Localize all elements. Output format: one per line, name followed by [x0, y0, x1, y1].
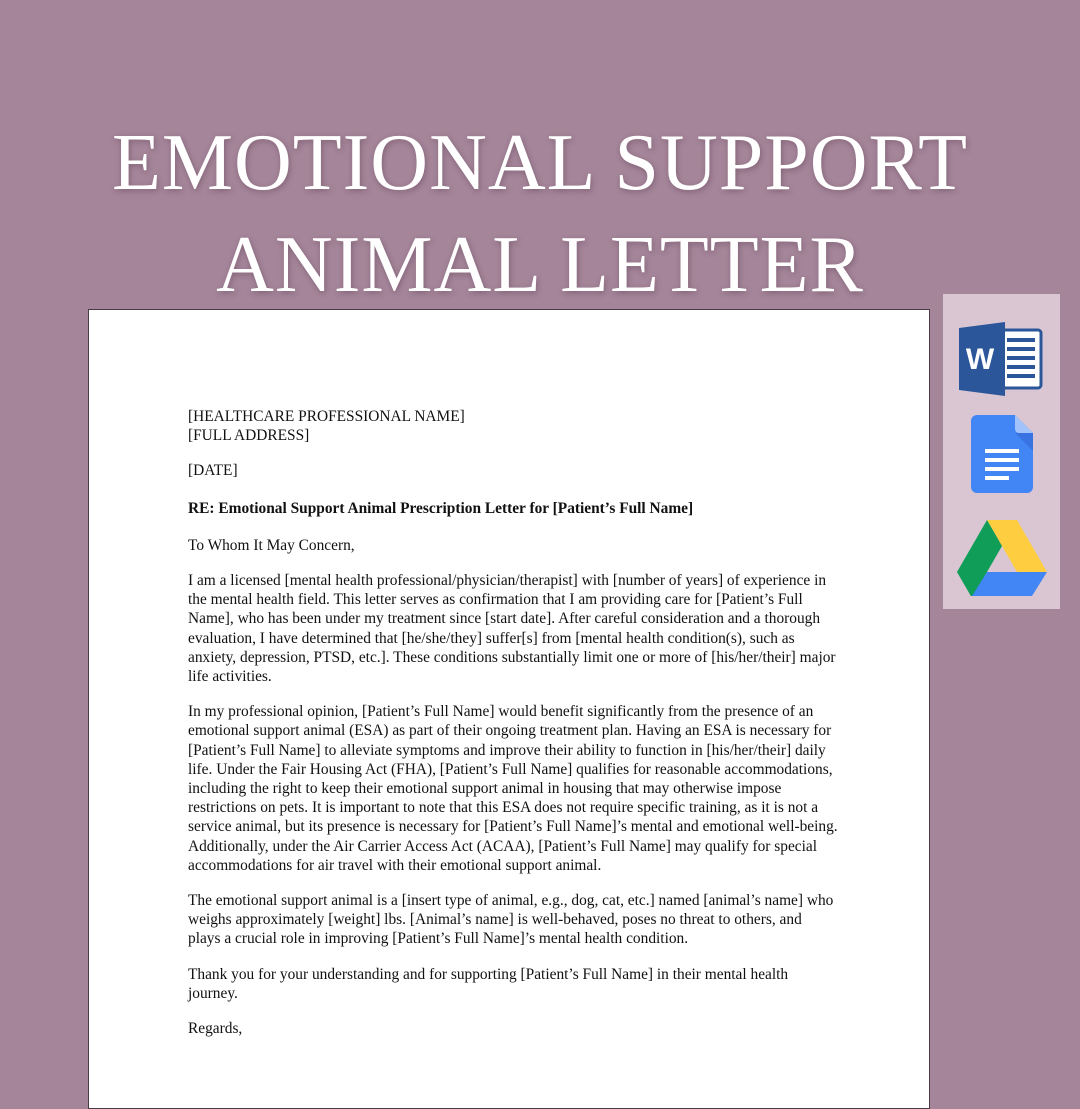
letter-document [88, 309, 930, 1109]
app-icons-panel [943, 294, 1060, 609]
google-drive-icon [957, 520, 1047, 596]
google-docs-icon [971, 415, 1033, 493]
letter-date: [DATE] [188, 462, 238, 480]
word-icon-letter: W [965, 343, 995, 376]
title-line-1: EMOTIONAL SUPPORT [112, 119, 968, 207]
letter-paragraph-2: In my professional opinion, [Patient’s Full Name] would benefit significantly from the presence of an emotional support animal (ESA) as part of their ongoing treatment plan. Having an ESA is necessary for [Patient’s Full Name] to alleviate symptoms and improve their ability to function in [his/her/their] daily life. Under the Fair Housing Act (FHA), [Patient’s Full Name] qualifies for reasonable accommodations, including the right to keep their emotional support animal in housing that may otherwise impose restrictions on pets. It is important to note that this ESA does not require specific training, as it is not a service animal, but its presence is necessary for [Patient’s Full Name]’s mental and emotional well-being. Additionally, under the Air Carrier Access Act (ACAA), [Patient’s Full Name] may qualify for special accommodations for air travel with their emotional support animal. [188, 703, 838, 874]
letter-paragraph-3: The emotional support animal is a [insert type of animal, e.g., dog, cat, etc.] named [animal’s name] who weighs approximately [weight] lbs. [Animal’s name] is well-behaved, poses no threat to others, and plays a crucial role in improving [Patient’s Full Name]’s mental health condition. [188, 892, 834, 948]
page-title [0, 112, 1080, 316]
letter-salutation: To Whom It May Concern, [188, 536, 355, 554]
microsoft-word-icon [959, 322, 1043, 396]
letter-subject: RE: Emotional Support Animal Prescription Letter for [Patient’s Full Name] [188, 499, 694, 517]
header-name: [HEALTHCARE PROFESSIONAL NAME] [188, 408, 465, 425]
letter-paragraph-4: Thank you for your understanding and for supporting [Patient’s Full Name] in their mental health journey. [188, 965, 789, 1002]
letter-paragraph-1: I am a licensed [mental health professional/physician/therapist] with [number of years] of experience in the mental health field. This letter serves as confirmation that I am providing care for [Patient’s Full Name], who has been under my treatment since [start date]. After careful consideration and a thorough evaluation, I have determined that [he/she/they] suffer[s] from [mental health condition(s), such as anxiety, depression, PTSD, etc.]. These conditions substantially limit one or more of [his/her/their] major life activities. [188, 572, 836, 686]
header-address: [FULL ADDRESS] [188, 427, 310, 445]
letter-closing: Regards, [188, 1020, 243, 1038]
letter-body [188, 407, 838, 1038]
title-line-2: ANIMAL LETTER [216, 221, 864, 309]
